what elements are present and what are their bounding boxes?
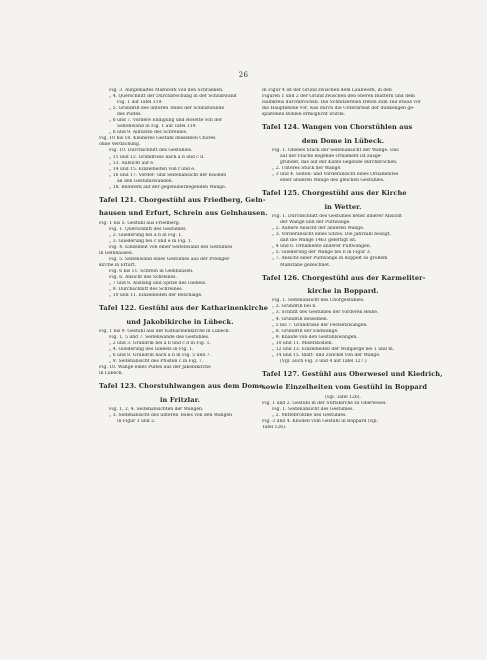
- text-line: „ 5 bis 7. Grundrisse der Festsetzwangen.: [272, 322, 368, 328]
- text-line: Fig. 3 und 4. Knollen vom Gestühl in Boppard (vgl.: [262, 418, 378, 424]
- text-line: „ 9. Seitenansicht des Pfosten c in Fig. 7.: [109, 359, 204, 365]
- text-line: kirche in Erfurt.: [99, 262, 136, 268]
- plate-heading: dem Dome in Lübeck.: [301, 136, 385, 145]
- text-line: „ 6 und 8. Grundriß nach a b in Fig. 5 und 7.: [109, 353, 211, 359]
- plate-heading: in Wetter.: [324, 202, 362, 211]
- text-line: Fig. 5. Seitenwand eines Gestühles aus der Prediger-: [109, 256, 231, 262]
- text-line: auf der Fläche liegende Ornament ist ausge-: [280, 154, 382, 160]
- text-line: Fig. 1 auf Tafel 119.: [117, 100, 163, 106]
- text-line: „ 8 und 9. Aufsätze des Schreines.: [109, 130, 188, 136]
- text-line: Fig. 10 bis 18. Kleineres Gestühl desselben Chores: [99, 136, 216, 142]
- text-line: Fig. 1 bis 9. Gestühl aus der Katharinenkirche in Lübeck.: [99, 329, 231, 335]
- text-line: Fig. 1, 5 und 7. Seitenwände des Gestühles.: [109, 335, 210, 341]
- plate-heading: in Fritzlar.: [159, 395, 201, 404]
- text-line: daß die Wange 1463 gefertigt ist.: [280, 238, 357, 244]
- left-column: [99, 88, 269, 425]
- text-line: Fig. 4. Einzelheit von einer Seitenwand des Gestühles: [109, 244, 233, 250]
- text-line: Fig. 6 bis 11. Schrein in Gelnhausen.: [109, 268, 194, 274]
- text-line: Fig. 1, 2, 4. Seitenansichten der Wangen.: [109, 407, 204, 413]
- text-line: Fig. 1. Obenes Stück der Seitenansicht der Wange. Das: [272, 148, 399, 154]
- text-line: gründet, das auf der Kante liegende durchbrochen.: [280, 160, 398, 166]
- plate-heading: und Jakobikirche in Lübeck.: [126, 317, 234, 326]
- text-line: Fig. 1. Durchschnitt des Gestühles nebst innerer Ansicht: [272, 214, 402, 220]
- text-line: „ 2. Gliederung bei a b in Fig. 1.: [109, 232, 183, 238]
- text-line: Tafel 126).: [262, 424, 287, 430]
- page-number: 26: [238, 71, 249, 79]
- text-line: „ 4. Gliederung des Giebels in Fig. 1.: [109, 347, 194, 353]
- text-line: „ 2. Unteres Stück der Wange.: [272, 166, 342, 172]
- text-line: (Vgl. auch Fig. 3 und 4 auf Tafel 127.): [280, 358, 367, 364]
- text-line: Fig. 1. Querschnitt des Gestühles.: [109, 226, 187, 232]
- text-line: „ 4. Grundriß desselben.: [272, 316, 329, 322]
- text-line: „ 5. Gliederung der Wange bei b in Figur 3.: [272, 250, 372, 256]
- text-line: „ 12 und 13. Einzelheiten der Wimperge bei 1 und m.: [272, 346, 395, 352]
- text-line: „ 4. Querschnitt der Durchbrechung in der Schlußwand: [109, 94, 237, 100]
- text-line: „ 2. Mittelfrontbe des Gestühles.: [272, 412, 347, 418]
- plate-heading: Tafel 123. Chorstuhlwangen aus dem Dome: [99, 382, 264, 391]
- text-line: „ 16 und 17. Vorder- und Seitenansicht der Knollen: [109, 172, 227, 178]
- text-line: Halbkreis durchbrochen. Die Schnitzereien treten zum Teil etwas vor: [262, 100, 421, 106]
- plate-heading: Tafel 124. Wangen von Chorstühlen aus: [262, 123, 413, 132]
- text-line: Maßstabe gezeichnet.: [280, 262, 331, 268]
- text-line: „ 3. Vorderansicht eines Sitzes. Die Jahrzahl besagt,: [272, 232, 391, 238]
- text-line: „ 7. Ansicht einer Pultwange in doppelt so großem: [272, 256, 388, 262]
- text-line: „ 10 und 11. Miserikodien.: [272, 340, 333, 346]
- text-line: in Figur 1 und 2.: [117, 419, 156, 425]
- text-line: Seitenwand in Fig. 1 auf Tafel 119.: [117, 124, 197, 130]
- text-line: Fig. 10. Durchschnitt des Gestühles.: [109, 148, 193, 154]
- text-line: „ 2. Grundriß bei b.: [272, 304, 317, 310]
- text-line: einer anderen Wange des gleichen Gestühles.: [280, 178, 385, 184]
- text-line: in Gelnhausen.: [99, 250, 134, 256]
- plate-heading: Tafel 122. Gestühl aus der Katharinenkirche: [99, 304, 269, 313]
- plate-heading: Tafel 126. Chorgestühl aus der Karmeliter-: [262, 273, 426, 282]
- text-line: „ 18. Bildwerk auf der gegenüberliegenden Wange.: [109, 184, 227, 190]
- plate-heading: Tafel 125. Chorgestühl aus der Kirche: [262, 189, 407, 198]
- text-line: ohne Verdachung.: [99, 142, 141, 148]
- text-line: „ 3 und 4. Seiten- und Vorderansicht eines Ornamentes: [272, 172, 399, 178]
- plate-heading: hausen und Erfurt, Schrein aus Gelnhausen.: [99, 209, 268, 218]
- text-line: „ 5. Grundriß des unteren Teiles der Schlußwände: [109, 106, 225, 112]
- plate-heading: Tafel 121. Chorgestühl aus Friedberg, Geln-: [99, 195, 266, 204]
- text-line: Fig. 10. Wange eines Pultes aus der Jakobikirche: [99, 365, 211, 371]
- text-line: des Pultes.: [117, 112, 142, 118]
- text-line: Fig. 1 und 2. Gestühl in der Stiftskirche zu Oberwesel.: [262, 400, 387, 406]
- plate-heading: kirche in Boppard.: [307, 286, 379, 295]
- text-line: „ 13. Aufsicht auf e.: [109, 160, 155, 166]
- text-line: „ 2. Äußere Ansicht der anderen Wange.: [272, 226, 365, 232]
- text-line: „ 9. Durchschnitt des Schreines.: [109, 287, 184, 293]
- text-line: Fig. 1. Seitenansicht des Chorgestühles.: [272, 298, 365, 304]
- right-column: [262, 88, 443, 431]
- text-line: an den Gestühlswänden.: [117, 178, 174, 184]
- text-line: „ 3. Schnitt des Gestühles der vorderen Reihe.: [272, 310, 379, 316]
- text-line: Fig. 6. Ansicht des Schreines.: [109, 275, 177, 281]
- text-line: „ 6 und 7. Vordere Endigung und Rosette von der: [109, 118, 223, 124]
- text-line: „ 2 und 3. Grundriß bei a b und c d in Fig. 1.: [109, 341, 211, 347]
- plate-heading: sowie Einzelheiten vom Gestühl in Boppard: [262, 383, 428, 392]
- text-line: der Wange und der Pultwange.: [280, 220, 351, 226]
- text-line: „ 3. Gliederung bei c und e in Fig. 1.: [109, 238, 193, 244]
- text-line: „ 14 und 15. Einzelheiten von f und e.: [109, 166, 196, 172]
- plate-heading: Tafel 127. Gestühl aus Oberwesel und Kiedrich,: [262, 369, 443, 378]
- text-line: (vgl. Tafel 126).: [325, 394, 361, 400]
- text-line: die Hauptebene vor, was durch die Unterarbeit der dunkeligen ge-: [262, 106, 415, 112]
- text-line: „ 9. Knaufe von den Gestühlswangen.: [272, 334, 358, 340]
- text-line: „ 10 und 11. Einzelheiten der Beschläge.: [109, 293, 203, 299]
- text-line: in Lübeck.: [99, 371, 123, 377]
- text-line: „ 11 und 12. Grundrisse nach a b und c d.: [109, 154, 205, 160]
- text-line: Fig. 1 bis 5. Gestühl aus Friedberg.: [99, 220, 181, 226]
- text-line: In Figur 4 ist der Grund zwischen dem Laubwerk, in den: [262, 88, 392, 93]
- text-line: „ 14 und 15. Blatt- und Zwickel von der Wange.: [272, 352, 381, 358]
- text-line: Fig. 1. Seitenansicht des Gestühles.: [272, 406, 354, 412]
- text-line: „ 7 und 8. Ausfang und Spitze des Giebels.: [109, 281, 207, 287]
- text-line: Fig. 3. Aufgemaltes Maßwerk von den Schranken.: [109, 88, 224, 93]
- text-line: „ 4 und 6. Ornamente anderer Pultwangen.: [272, 244, 372, 250]
- text-line: spaltenen Bohlen ermöglicht wurde.: [262, 112, 346, 118]
- text-line: „ 3. Seitenansicht des unteren Teiles von den Wangen: [109, 413, 233, 419]
- text-line: Figuren 1 und 2 der Grund zwischen den oberen Blättern und dem: [262, 94, 415, 100]
- text-line: „ 8. Grundriß der Endwange.: [272, 328, 339, 334]
